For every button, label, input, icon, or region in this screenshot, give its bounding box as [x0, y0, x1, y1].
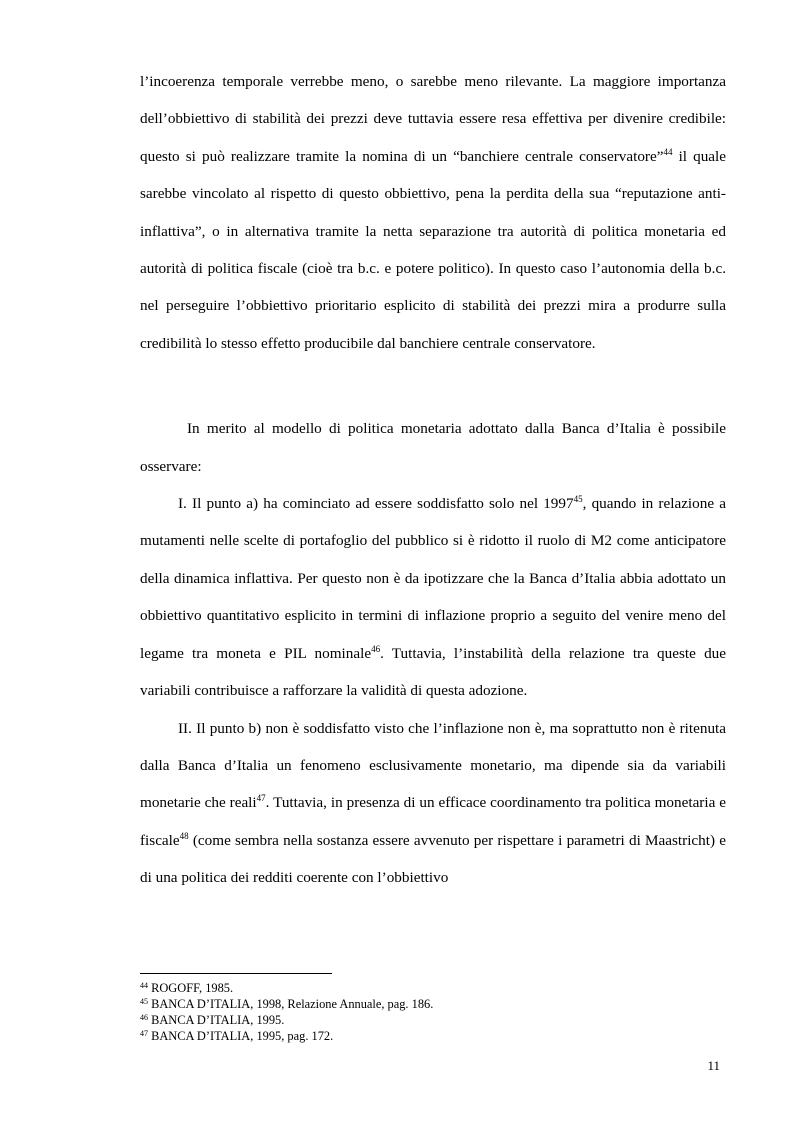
- paragraph-3: [140, 485, 726, 709]
- paragraph-3-text-b: , quando in relazione a mutamenti nelle scelte di portafoglio del pubblico si è ridotto il ruolo di M2 come anticipatore della dinamica inflattiva. Per questo non è da ipotizzare che la Banca d’Italia abbia adottato un obbiettivo quantitativo esplicito in termini di inflazione proprio a seguito del venire meno del legame tra moneta e PIL nominale: [140, 495, 726, 662]
- footnote-text: BANCA D’ITALIA, 1995, pag. 172.: [148, 1029, 334, 1043]
- footnote-ref-48[interactable]: 48: [179, 830, 189, 841]
- footnote-46: [140, 1012, 726, 1028]
- footnote-text: ROGOFF, 1985.: [148, 981, 234, 995]
- paragraph-2: [140, 410, 726, 485]
- footnote-ref-45[interactable]: 45: [573, 494, 583, 505]
- footnote-number: 46: [140, 1013, 148, 1022]
- footnote-ref-47[interactable]: 47: [256, 793, 266, 804]
- paragraph-1-text-a: l’incoerenza temporale verrebbe meno, o sarebbe meno rilevante. La maggiore importanza dell’obbiettivo di stabilità dei prezzi deve tuttavia essere resa effettiva per divenire credibile: questo si può realizzare tramite la nomina di un “banchiere centrale conservatore”: [140, 73, 726, 165]
- footnotes: [140, 980, 726, 1044]
- main-text: [140, 63, 726, 897]
- paragraph-1: [140, 63, 726, 362]
- paragraph-2-text: In merito al modello di politica monetaria adottato dalla Banca d’Italia è possibile osservare:: [140, 420, 726, 475]
- footnote-number: 47: [140, 1029, 148, 1038]
- paragraph-1-text-b: il quale sarebbe vincolato al rispetto di questo obbiettivo, pena la perdita della sua “reputazione anti-inflattiva”, o in alternativa tramite la netta separazione tra autorità di politica monetaria ed autorità di politica fiscale (cioè tra b.c. e potere politico). In questo caso l’autonomia della b.c. nel perseguire l’obbiettivo prioritario esplicito di stabilità dei prezzi mira a produrre sulla credibilità lo stesso effetto producibile dal banchiere centrale conservatore.: [140, 147, 727, 352]
- footnote-text: BANCA D’ITALIA, 1998, Relazione Annuale, pag. 186.: [148, 997, 434, 1011]
- footnote-ref-44[interactable]: 44: [663, 146, 673, 157]
- paragraph-4-text-b: . Tuttavia, in presenza di un efficace coordinamento tra politica monetaria e fiscale: [140, 794, 726, 849]
- paragraph-4: [140, 710, 726, 897]
- paragraph-spacer: [140, 362, 726, 410]
- paragraph-3-text-c: . Tuttavia, l’instabilità della relazione tra queste due variabili contribuisce a rafforzare la validità di questa adozione.: [140, 644, 726, 700]
- paragraph-3-text-a: I. Il punto a) ha cominciato ad essere soddisfatto solo nel 1997: [178, 495, 574, 513]
- paragraph-4-text-a: II. Il punto b) non è soddisfatto visto che l’inflazione non è, ma soprattutto non è ritenuta dalla Banca d’Italia un fenomeno esclusivamente monetario, ma dipende sia da variabili monetarie che reali: [140, 719, 726, 812]
- footnote-number: 45: [140, 997, 148, 1006]
- footnote-number: 44: [140, 981, 148, 990]
- footnote-text: BANCA D’ITALIA, 1995.: [148, 1013, 285, 1027]
- page-number: 11: [707, 1058, 720, 1073]
- footnote-ref-46[interactable]: 46: [371, 643, 381, 654]
- footnote-47: [140, 1028, 726, 1044]
- footnote-separator: [140, 973, 332, 974]
- footnote-44: [140, 980, 726, 996]
- footnote-45: [140, 996, 726, 1012]
- paragraph-4-text-c: (come sembra nella sostanza essere avvenuto per rispettare i parametri di Maastricht) e di una politica dei redditi coerente con l’obbiettivo: [140, 831, 726, 887]
